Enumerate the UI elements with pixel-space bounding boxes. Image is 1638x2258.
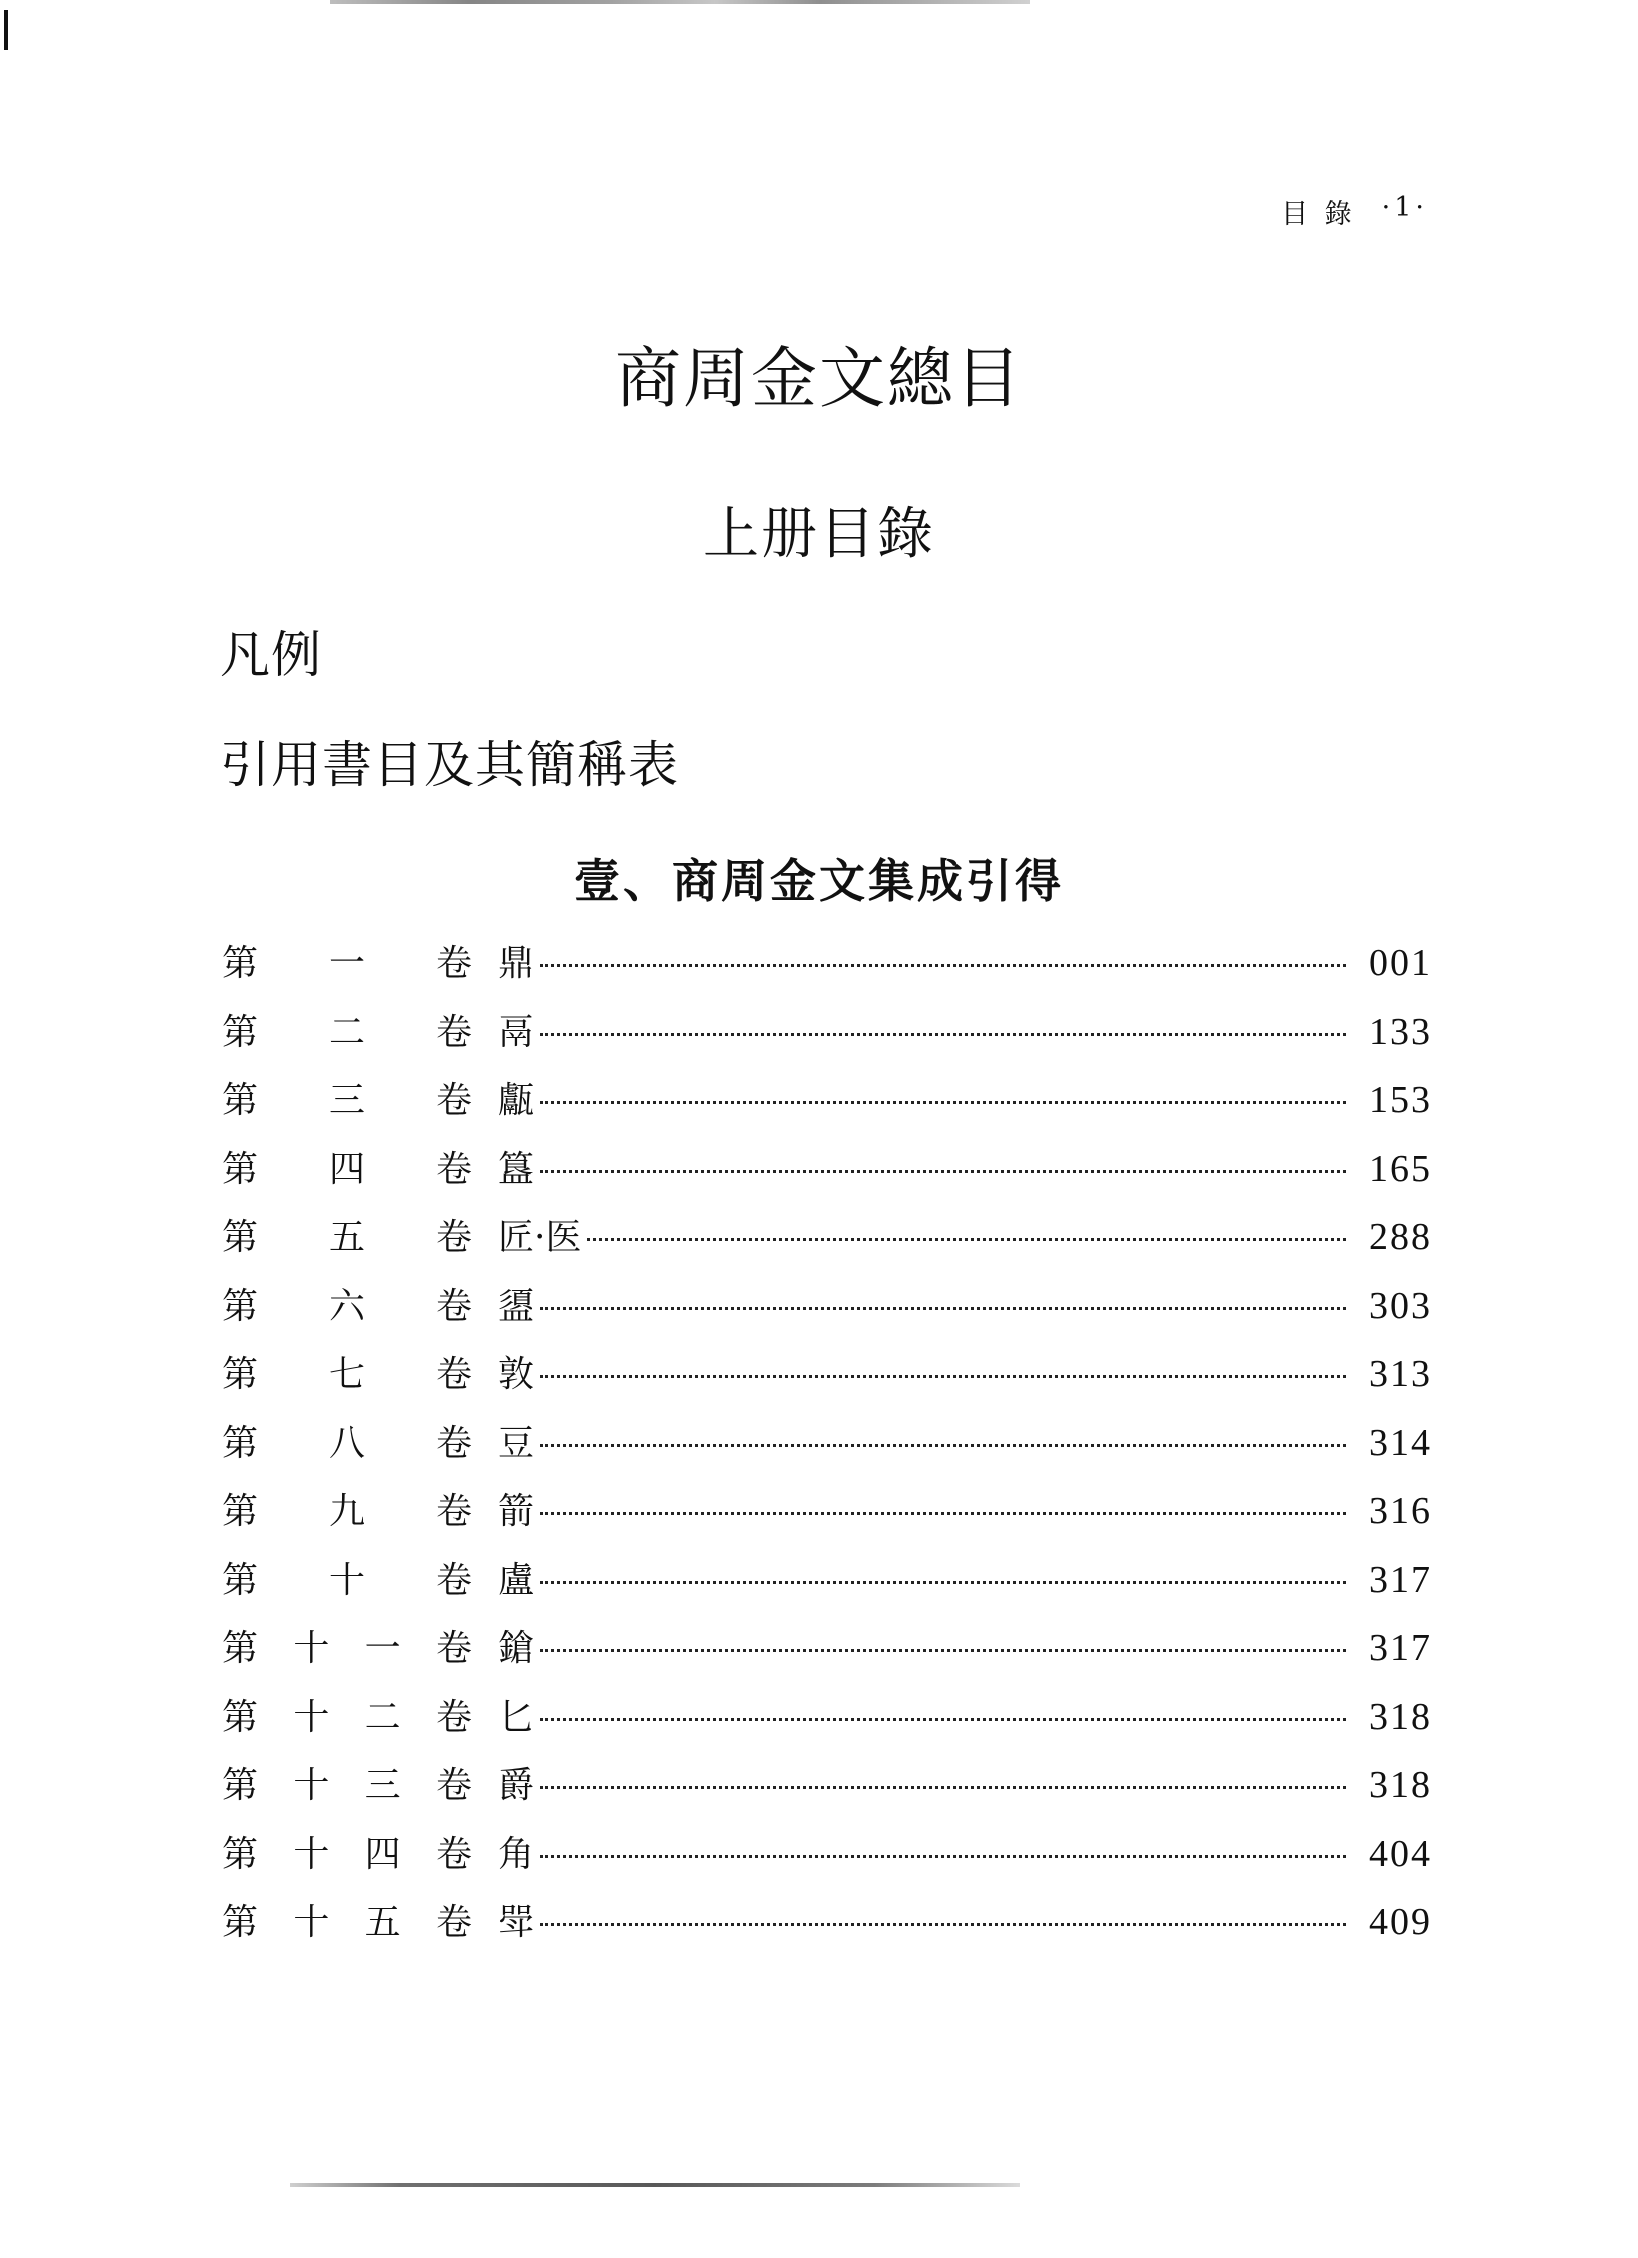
toc-leader-dots: [540, 1855, 1346, 1858]
toc-entry: [222, 1620, 1432, 1689]
toc-page-number: 001: [1369, 942, 1432, 984]
toc-entry: [222, 1757, 1432, 1826]
toc-vessel-name: 斝: [498, 1902, 535, 1943]
volume-title: 上册目錄: [703, 502, 935, 567]
toc-vessel-name: 匕: [498, 1696, 535, 1738]
toc-entry: [222, 1689, 1432, 1758]
toc-vessel-name: 爵: [498, 1765, 535, 1806]
toc-entry: [222, 1826, 1432, 1895]
toc-volume-label: 第 十 五 卷: [222, 1902, 472, 1943]
toc-page-number: 317: [1369, 1627, 1432, 1669]
toc-page-number: 288: [1369, 1216, 1432, 1258]
toc-leader-dots: [540, 1923, 1346, 1926]
toc-page-number: 318: [1369, 1764, 1432, 1806]
table-of-contents: [222, 935, 1432, 1963]
toc-entry: [222, 1483, 1432, 1552]
running-head-label: 目 錄: [1281, 199, 1356, 230]
toc-volume-label: 第 十 二 卷: [222, 1696, 472, 1738]
toc-page-number: 409: [1369, 1901, 1432, 1943]
toc-vessel-name: 盨: [498, 1285, 535, 1327]
toc-volume-label: 第 三 卷: [222, 1080, 472, 1121]
toc-entry: [222, 1004, 1432, 1073]
section-heading: 壹、商周金文集成引得: [574, 854, 1064, 908]
toc-entry: [222, 1278, 1432, 1347]
toc-vessel-name: 鎗: [498, 1628, 535, 1669]
toc-entry: [222, 1141, 1432, 1210]
margin-mark: [4, 10, 8, 50]
toc-entry: [222, 1072, 1432, 1141]
toc-page-number: 404: [1369, 1832, 1432, 1875]
toc-entry: [222, 935, 1432, 1004]
toc-page-number: 318: [1369, 1695, 1432, 1738]
toc-page-number: 165: [1369, 1147, 1432, 1190]
toc-page-number: 133: [1369, 1010, 1432, 1053]
toc-entry: [222, 1894, 1432, 1963]
toc-page-number: 314: [1369, 1421, 1432, 1464]
toc-volume-label: 第 六 卷: [222, 1285, 472, 1327]
toc-vessel-name: 角: [498, 1833, 535, 1875]
toc-volume-label: 第 十 三 卷: [222, 1765, 472, 1806]
toc-volume-label: 第 十 四 卷: [222, 1833, 472, 1875]
toc-leader-dots: [540, 1307, 1346, 1310]
toc-volume-label: 第 四 卷: [222, 1148, 472, 1190]
running-head: [1281, 192, 1428, 231]
toc-leader-dots: [540, 1033, 1346, 1036]
toc-vessel-name: 敦: [498, 1354, 535, 1395]
toc-vessel-name: 甗: [498, 1080, 535, 1121]
toc-page-number: 317: [1369, 1558, 1432, 1601]
toc-entry: [222, 1415, 1432, 1484]
toc-leader-dots: [540, 1101, 1346, 1104]
toc-vessel-name: 匠·医: [498, 1217, 582, 1258]
toc-page-number: 316: [1369, 1490, 1432, 1532]
toc-vessel-name: 鬲: [498, 1011, 535, 1053]
page-title: 商周金文總目: [615, 340, 1023, 417]
toc-volume-label: 第 五 卷: [222, 1217, 472, 1258]
toc-volume-label: 第 十 卷: [222, 1559, 472, 1601]
toc-volume-label: 第 八 卷: [222, 1422, 472, 1464]
toc-leader-dots: [540, 964, 1346, 967]
toc-leader-dots: [540, 1444, 1346, 1447]
toc-vessel-name: 鼎: [498, 943, 535, 984]
toc-vessel-name: 盧: [498, 1559, 535, 1601]
toc-entry: [222, 1346, 1432, 1415]
toc-leader-dots: [540, 1581, 1346, 1584]
toc-vessel-name: 簋: [498, 1148, 535, 1190]
toc-leader-dots: [540, 1786, 1346, 1789]
page-number: ·1·: [1381, 192, 1428, 223]
toc-volume-label: 第 七 卷: [222, 1354, 472, 1395]
toc-vessel-name: 箭: [498, 1491, 535, 1532]
toc-leader-dots: [540, 1375, 1346, 1378]
front-matter-item-fanli: 凡例: [220, 626, 322, 684]
front-matter-item-bibliography: 引用書目及其簡稱表: [220, 736, 679, 794]
toc-page-number: 153: [1369, 1079, 1432, 1121]
toc-volume-label: 第 九 卷: [222, 1491, 472, 1532]
toc-leader-dots: [587, 1238, 1346, 1241]
scan-artifact-top: [330, 0, 1030, 4]
toc-leader-dots: [540, 1718, 1346, 1721]
toc-leader-dots: [540, 1649, 1346, 1652]
toc-volume-label: 第 二 卷: [222, 1011, 472, 1053]
toc-leader-dots: [540, 1512, 1346, 1515]
toc-vessel-name: 豆: [498, 1422, 535, 1464]
scan-artifact-bottom: [290, 2183, 1020, 2187]
toc-volume-label: 第 十 一 卷: [222, 1628, 472, 1669]
toc-page-number: 313: [1369, 1353, 1432, 1395]
toc-entry: [222, 1209, 1432, 1278]
toc-page-number: 303: [1369, 1284, 1432, 1327]
toc-volume-label: 第 一 卷: [222, 943, 472, 984]
toc-leader-dots: [540, 1170, 1346, 1173]
toc-entry: [222, 1552, 1432, 1621]
